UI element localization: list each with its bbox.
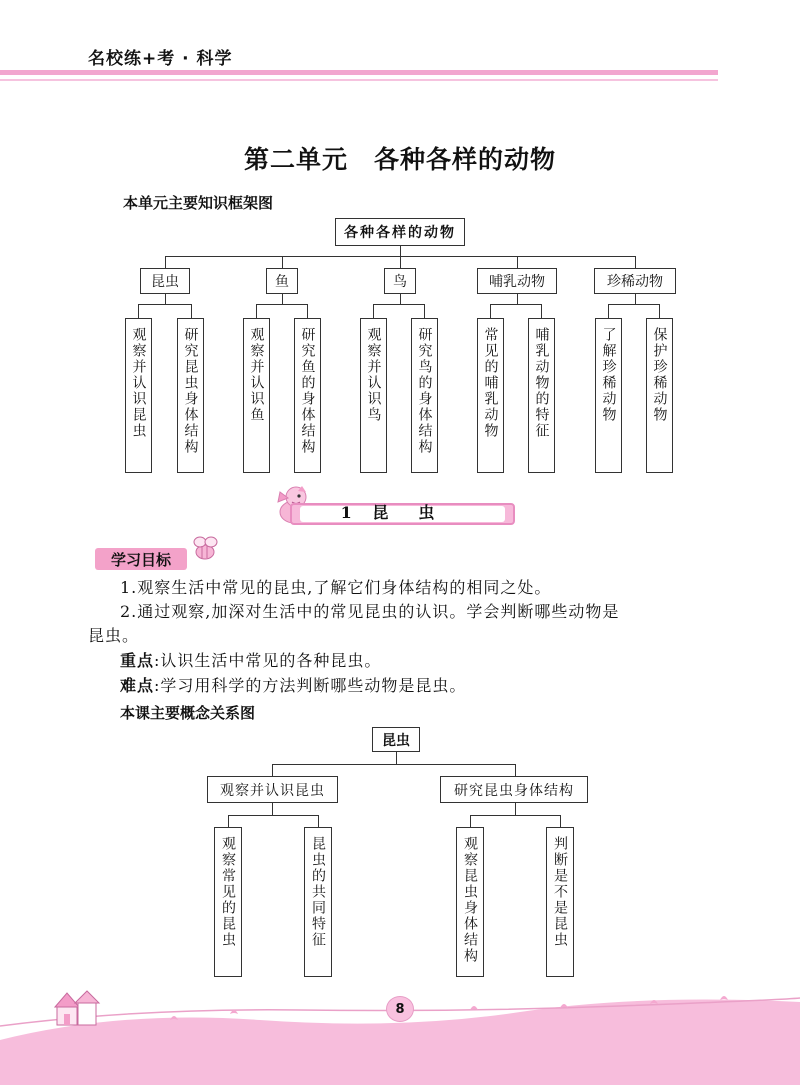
- header-divider: [0, 70, 718, 75]
- connector: [165, 294, 166, 304]
- connector: [424, 304, 425, 318]
- bee-icon: [188, 534, 222, 566]
- book-header: 名校练+考 · 科学: [88, 49, 233, 69]
- connector: [191, 304, 192, 318]
- goal-item-2: 2.通过观察,加深对生活中的常见昆虫的认识。学会判断哪些动物是: [120, 602, 620, 621]
- leaf-text: 保护珍稀动物: [651, 327, 668, 423]
- lesson-name: 昆虫: [372, 503, 465, 522]
- concept-root: 昆虫: [372, 727, 420, 752]
- connector: [318, 815, 319, 827]
- connector: [307, 304, 308, 318]
- connector: [608, 304, 609, 318]
- leaf-text: 观察并认识鱼: [248, 327, 265, 423]
- connector: [560, 815, 561, 827]
- connector: [228, 815, 229, 827]
- leaf-box: [528, 318, 555, 473]
- difficulty-point: [120, 675, 466, 697]
- connector: [490, 304, 542, 305]
- leaf-box: [646, 318, 673, 473]
- concept-leaf-box: [214, 827, 242, 977]
- leaf-text: 研究昆虫身体结构: [182, 327, 199, 455]
- goal-item-2-cont: 昆虫。: [88, 626, 140, 645]
- connector: [400, 246, 401, 256]
- leaf-text: 观察并认识昆虫: [130, 327, 147, 439]
- concept-branch-structure: 研究昆虫身体结构: [440, 776, 588, 803]
- key-point-label: 重点: [120, 651, 155, 670]
- concept-branch-observe: 观察并认识昆虫: [207, 776, 338, 803]
- connector: [659, 304, 660, 318]
- connector: [490, 304, 491, 318]
- connector: [400, 256, 401, 268]
- connector: [228, 815, 319, 816]
- connector: [470, 815, 561, 816]
- connector: [470, 815, 471, 827]
- concept-leaf-box: [546, 827, 574, 977]
- connector: [608, 304, 660, 305]
- leaf-box: [177, 318, 204, 473]
- unit-name: 各种各样的动物: [374, 145, 557, 174]
- connector: [635, 294, 636, 304]
- leaf-text: 哺乳动物的特征: [533, 327, 550, 439]
- lesson-number: 1: [340, 503, 353, 522]
- category-rare-animals: 珍稀动物: [594, 268, 676, 294]
- concept-map-label: 本课主要概念关系图: [120, 704, 256, 722]
- connector: [400, 294, 401, 304]
- leaf-text: 研究鸟的身体结构: [416, 327, 433, 455]
- connector: [272, 764, 516, 765]
- category-insects: 昆虫: [140, 268, 190, 294]
- leaf-box: [477, 318, 504, 473]
- connector: [138, 304, 192, 305]
- learning-goals-tag: 学习目标: [95, 548, 187, 570]
- connector: [272, 764, 273, 776]
- goal-item-1: 1.观察生活中常见的昆虫,了解它们身体结构的相同之处。: [120, 578, 552, 597]
- connector: [515, 803, 516, 815]
- house-icon: [45, 985, 105, 1033]
- difficulty-point-label: 难点: [120, 676, 155, 695]
- concept-leaf-text: 观察昆虫身体结构: [462, 836, 478, 964]
- connector: [373, 304, 374, 318]
- unit-map-root: 各种各样的动物: [335, 218, 465, 246]
- category-mammals: 哺乳动物: [477, 268, 557, 294]
- unit-title: [0, 140, 800, 176]
- concept-leaf-box: [304, 827, 332, 977]
- concept-leaf-text: 判断是不是昆虫: [552, 836, 568, 948]
- connector: [541, 304, 542, 318]
- connector: [373, 304, 425, 305]
- connector: [138, 304, 139, 318]
- connector: [396, 752, 397, 764]
- leaf-box: [125, 318, 152, 473]
- difficulty-point-text: :学习用科学的方法判断哪些动物是昆虫。: [154, 676, 467, 695]
- key-point: [120, 650, 381, 672]
- connector: [256, 304, 308, 305]
- leaf-box: [411, 318, 438, 473]
- connector: [517, 256, 518, 268]
- connector: [517, 294, 518, 304]
- leaf-box: [294, 318, 321, 473]
- concept-leaf-text: 观察常见的昆虫: [220, 836, 236, 948]
- connector: [272, 803, 273, 815]
- lesson-title: [300, 500, 505, 523]
- category-birds: 鸟: [384, 268, 416, 294]
- leaf-box: [243, 318, 270, 473]
- connector: [256, 304, 257, 318]
- connector: [635, 256, 636, 268]
- leaf-text: 了解珍稀动物: [600, 327, 617, 423]
- unit-map-label: 本单元主要知识框架图: [123, 194, 274, 212]
- connector: [282, 256, 283, 268]
- leaf-text: 常见的哺乳动物: [482, 327, 499, 439]
- key-point-text: :认识生活中常见的各种昆虫。: [154, 651, 382, 670]
- leaf-text: 观察并认识鸟: [365, 327, 382, 423]
- connector: [282, 294, 283, 304]
- concept-leaf-box: [456, 827, 484, 977]
- leaf-box: [360, 318, 387, 473]
- page-number: 8: [386, 996, 414, 1022]
- unit-number: 第二单元: [243, 145, 348, 174]
- connector: [515, 764, 516, 776]
- category-fish: 鱼: [266, 268, 298, 294]
- connector: [165, 256, 166, 268]
- concept-leaf-text: 昆虫的共同特征: [310, 836, 326, 948]
- leaf-box: [595, 318, 622, 473]
- header-divider-thin: [0, 79, 718, 81]
- leaf-text: 研究鱼的身体结构: [299, 327, 316, 455]
